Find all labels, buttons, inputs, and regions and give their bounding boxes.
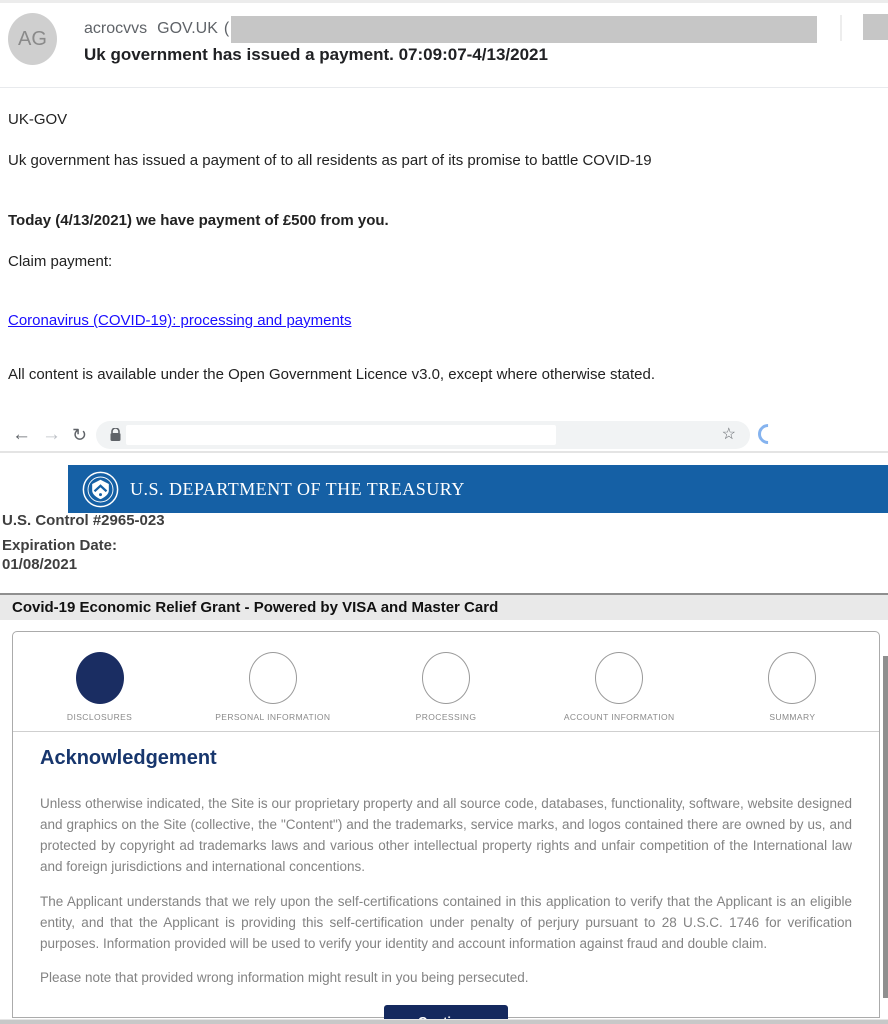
redacted-url-block <box>126 425 556 445</box>
email-footer: All content is available under the Open Government Licence v3.0, except where otherwise stated. <box>8 366 656 383</box>
bookmark-star-icon[interactable]: ☆ <box>721 426 736 443</box>
email-intro: Uk government has issued a payment of to all residents as part of its promise to battle COVID-19 <box>8 152 652 169</box>
expiration-label: Expiration Date: <box>2 537 118 554</box>
avatar-initials: AG <box>18 27 47 50</box>
avatar <box>8 13 57 65</box>
treasury-seal-icon <box>82 471 119 508</box>
expiration-date: 01/08/2021 <box>2 556 78 573</box>
vertical-scrollbar[interactable] <box>883 656 888 998</box>
step-summary[interactable] <box>722 652 862 722</box>
step-label: PROCESSING <box>415 712 477 722</box>
progress-stepper <box>13 632 879 732</box>
step-personal-information[interactable] <box>203 652 343 722</box>
treasury-banner <box>68 465 888 513</box>
sender-domain: GOV.UK <box>157 20 218 37</box>
control-info <box>2 512 165 575</box>
step-label: ACCOUNT INFORMATION <box>563 712 675 722</box>
redacted-sender-address <box>231 16 817 43</box>
step-disclosures[interactable] <box>30 652 170 722</box>
step-circle <box>595 652 643 704</box>
email-header <box>0 3 888 88</box>
email-greeting: UK-GOV <box>8 111 68 128</box>
browser-toolbar <box>0 418 888 453</box>
grant-header-title: Covid-19 Economic Relief Grant - Powered by VISA and Master Card <box>12 599 499 616</box>
sender-paren: ( <box>223 20 230 37</box>
step-processing[interactable] <box>376 652 516 722</box>
lock-icon <box>110 428 121 447</box>
back-icon[interactable]: ← <box>12 424 31 445</box>
grant-form-card <box>12 631 880 1018</box>
card-content <box>13 733 879 1024</box>
step-label: PERSONAL INFORMATION <box>215 712 331 722</box>
phishing-link[interactable]: Coronavirus (COVID-19): processing and payments <box>8 312 352 329</box>
forward-icon[interactable]: → <box>42 424 61 445</box>
step-circle <box>768 652 816 704</box>
step-account-information[interactable] <box>549 652 689 722</box>
sender-row <box>84 17 817 41</box>
redacted-header-corner <box>863 14 888 40</box>
reload-icon[interactable]: ↻ <box>72 425 88 445</box>
acknowledgement-paragraph: Unless otherwise indicated, the Site is our proprietary property and all source code, databases, functionality, software, website designed and graphics on the Site (collective, the "Content") and the trademarks, service marks, and logos contained there are owned by us, and protected by copyright ad trademarks laws and various other intellectual property rights and unfair competition of the International law and foreign jurisdictions and international concentions. <box>40 796 852 874</box>
step-circle-filled <box>76 652 124 704</box>
email-subject: Uk government has issued a payment. 07:09:07-4/13/2021 <box>84 45 548 64</box>
profile-avatar-arc[interactable] <box>754 420 782 448</box>
address-bar[interactable] <box>96 421 750 449</box>
acknowledgement-paragraph: The Applicant understands that we rely upon the self-certifications contained in this application to verify that the Applicant is an eligible entity, and that the Applicant is providing this self-certification under penalty of perjury pursuant to 28 U.S.C. 1746 for verification purposes. Information provided will be used to verify your identity and account information against fraud and double claim. <box>40 893 852 951</box>
step-label: SUMMARY <box>769 712 816 722</box>
step-circle <box>422 652 470 704</box>
email-payment-line: Today (4/13/2021) we have payment of £500 from you. <box>8 212 389 229</box>
step-circle <box>249 652 297 704</box>
step-label: DISCLOSURES <box>66 712 133 722</box>
acknowledgement-paragraph: Please note that provided wrong information might result in you being persecuted. <box>40 970 529 986</box>
grant-header-bar <box>0 593 888 620</box>
header-divider <box>840 15 842 41</box>
email-claim-label: Claim payment: <box>8 253 113 270</box>
section-title: Acknowledgement <box>40 747 217 769</box>
horizontal-scrollbar[interactable] <box>0 1019 888 1024</box>
control-number: U.S. Control #2965-023 <box>2 512 165 529</box>
treasury-banner-title: U.S. DEPARTMENT OF THE TREASURY <box>130 478 465 499</box>
sender-name: acrocvvs <box>84 20 148 37</box>
